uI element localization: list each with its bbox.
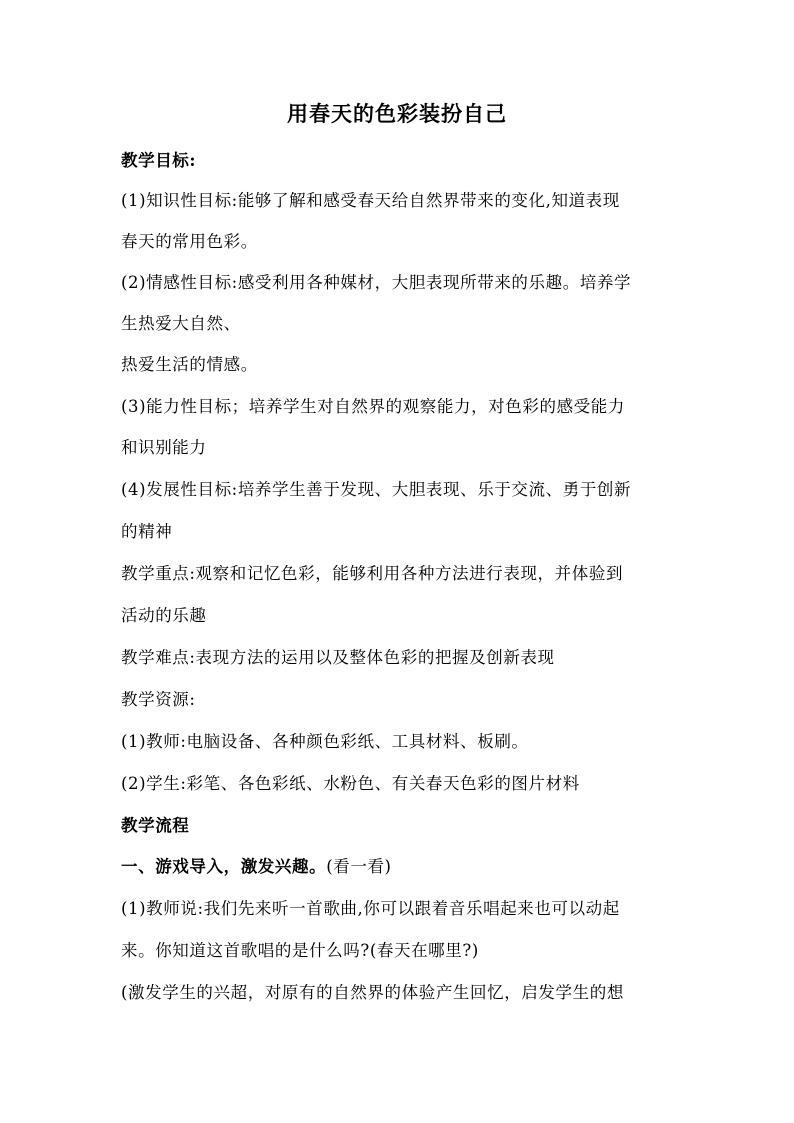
paragraph-line: 生热爱大自然、 (121, 314, 241, 333)
paragraph-line: (2)情感性目标:感受利用各种媒材，大胆表现所带来的乐趣。培养学 (121, 273, 632, 292)
step-one-heading: 一、游戏导入，激发兴趣。 (121, 857, 327, 876)
paragraph-line: 的精神 (121, 522, 173, 541)
document-title: 用春天的色彩装扮自己 (287, 101, 507, 126)
paragraph-line: 教学重点:观察和记忆色彩，能够利用各种方法进行表现，并体验到 (121, 564, 624, 583)
paragraph-line: 春天的常用色彩。 (121, 232, 258, 251)
paragraph-line: 教学难点:表现方法的运用以及整体色彩的把握及创新表现 (121, 648, 555, 667)
paragraph-line: 来。你知道这首歌唱的是什么吗?(春天在哪里?) (121, 941, 479, 960)
paragraph-line: 教学资源: (121, 690, 196, 709)
paragraph-line: 热爱生活的情感。 (121, 355, 258, 374)
paragraph-line: (1)教师说:我们先来听一首歌曲,你可以跟着音乐唱起来也可以动起 (121, 899, 620, 918)
section-heading-teaching-goals: 教学目标: (121, 151, 197, 170)
paragraph-line-step-one (121, 856, 681, 878)
paragraph-line: (3)能力性目标；培养学生对自然界的观察能力，对色彩的感受能力 (121, 397, 625, 416)
paragraph-line: 和识别能力 (121, 438, 207, 457)
paragraph-line: (2)学生:彩笔、各色彩纸、水粉色、有关春天色彩的图片材料 (121, 774, 580, 793)
step-one-note: (看一看) (326, 857, 392, 876)
paragraph-line: (4)发展性目标:培养学生善于发现、大胆表现、乐于交流、勇于创新 (121, 480, 632, 499)
paragraph-line: 活动的乐趣 (121, 606, 207, 625)
paragraph-line: (1)知识性目标:能够了解和感受春天给自然界带来的变化,知道表现 (121, 191, 620, 210)
paragraph-line: (激发学生的兴超，对原有的自然界的体验产生回忆，启发学生的想 (121, 983, 624, 1002)
paragraph-line: (1)教师:电脑设备、各种颜色彩纸、工具材料、板刷。 (121, 732, 529, 751)
section-heading-teaching-flow: 教学流程 (121, 816, 190, 835)
